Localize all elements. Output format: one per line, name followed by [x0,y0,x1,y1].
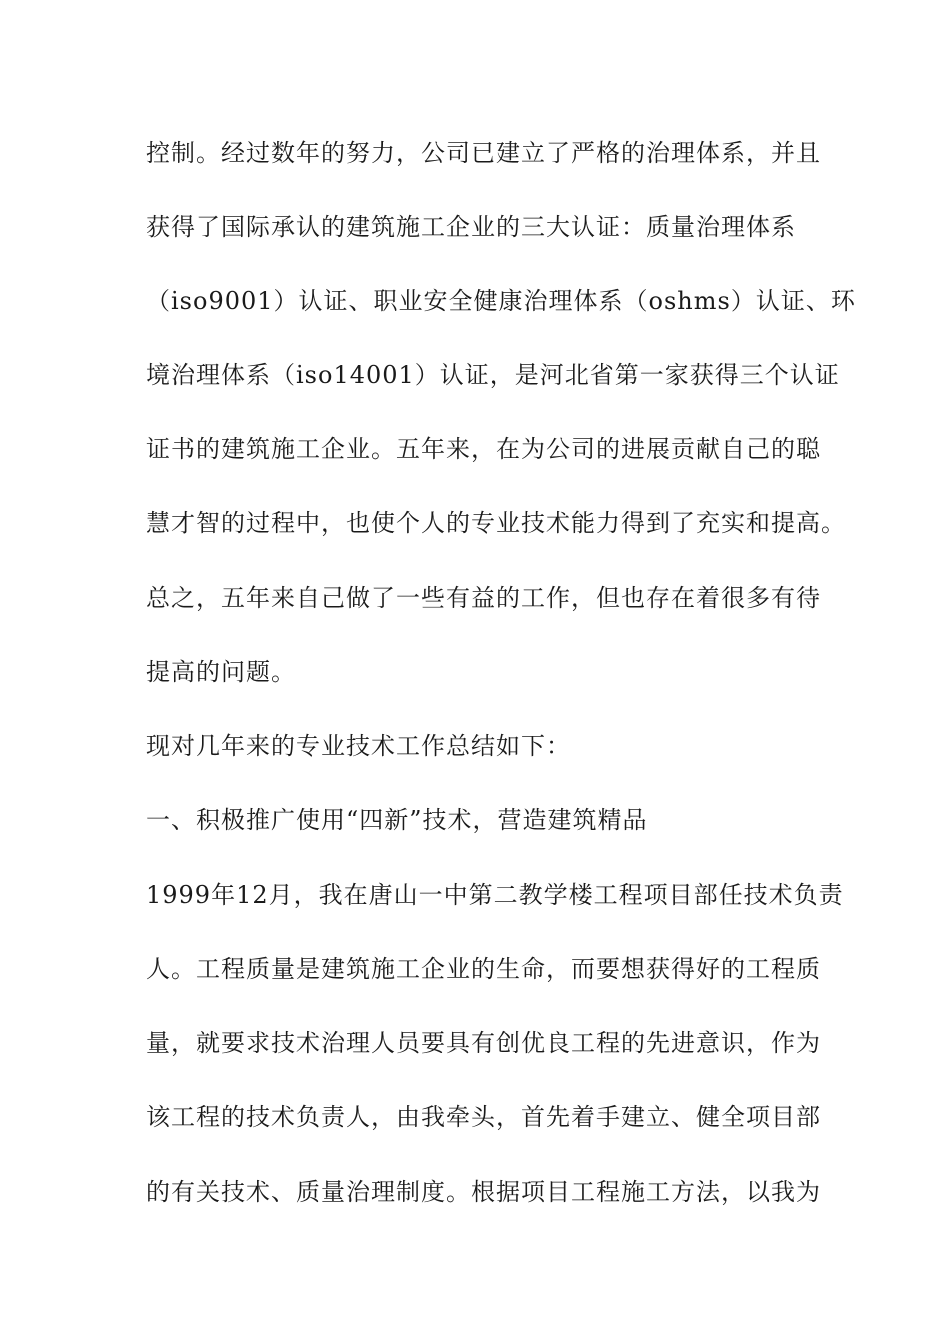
body-text-line: 1999年12月，我在唐山一中第二教学楼工程项目部任技术负责 [146,881,844,909]
body-text-line: （iso9001）认证、职业安全健康治理体系（oshms）认证、环 [146,287,856,315]
body-text-line: 人。工程质量是建筑施工企业的生命，而要想获得好的工程质 [146,955,821,983]
section-heading: 一、积极推广使用“四新”技术，营造建筑精品 [146,806,648,834]
paragraph-intro: 现对几年来的专业技术工作总结如下： [146,732,571,760]
body-text-line: 证书的建筑施工企业。五年来，在为公司的进展贡献自己的聪 [146,435,821,463]
body-text-line: 控制。经过数年的努力，公司已建立了严格的治理体系，并且 [146,139,821,167]
body-text-line: 总之，五年来自己做了一些有益的工作，但也存在着很多有待 [146,584,821,612]
body-text-line: 慧才智的过程中，也使个人的专业技术能力得到了充实和提高。 [146,509,846,537]
body-text-line: 量，就要求技术治理人员要具有创优良工程的先进意识，作为 [146,1029,821,1057]
body-text-line: 境治理体系（iso14001）认证，是河北省第一家获得三个认证 [146,361,840,389]
body-text-line: 该工程的技术负责人，由我牵头，首先着手建立、健全项目部 [146,1103,821,1131]
body-text-line: 提高的问题。 [146,658,296,686]
body-text-line: 获得了国际承认的建筑施工企业的三大认证：质量治理体系 [146,213,796,241]
body-text-line: 的有关技术、质量治理制度。根据项目工程施工方法，以我为 [146,1178,821,1206]
